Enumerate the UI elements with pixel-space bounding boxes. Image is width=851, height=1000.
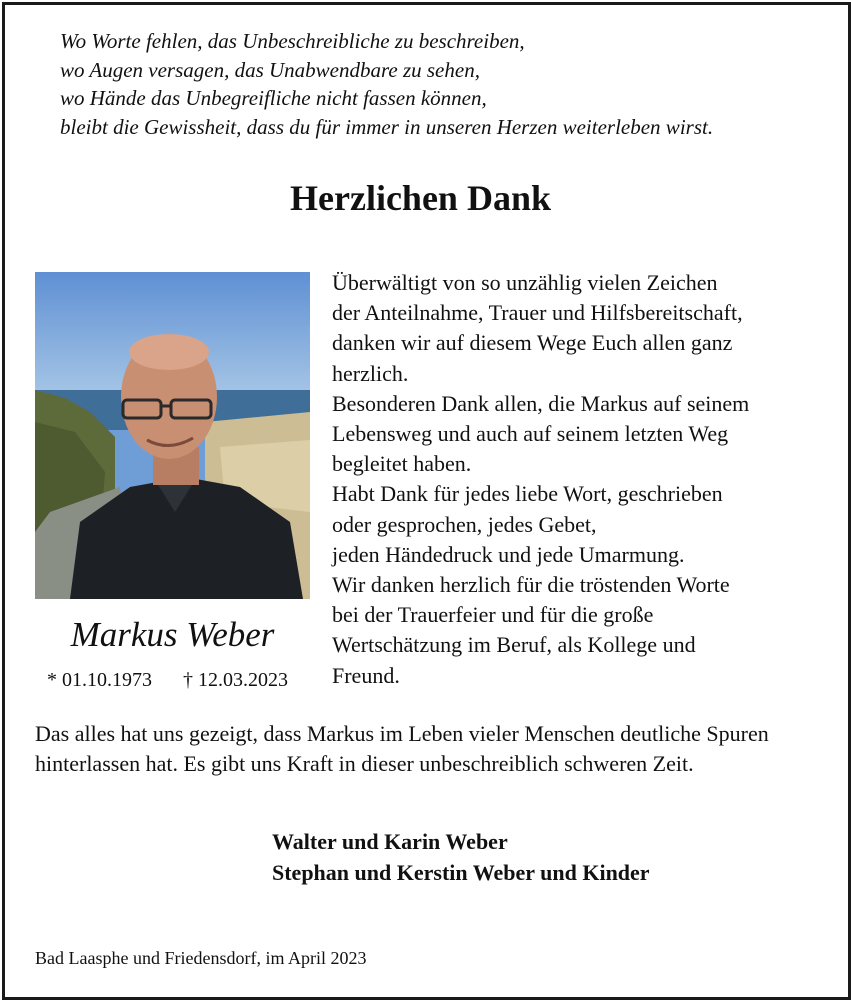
notice-title: Herzlichen Dank	[290, 178, 551, 218]
thanks-text	[332, 268, 749, 691]
thanks-line: jeden Händedruck und jede Umarmung.	[332, 541, 685, 567]
thanks-line: Freund.	[332, 662, 400, 688]
thanks-line: Habt Dank für jedes liebe Wort, geschrieben	[332, 481, 723, 507]
poem	[60, 27, 713, 141]
closing-text: Das alles hat uns gezeigt, dass Markus im Leben vieler Menschen deutliche Spuren hinterlassen hat. Es gibt uns Kraft in dieser unbeschreiblich schweren Zeit.	[35, 721, 769, 777]
thanks-line: Überwältigt von so unzählig vielen Zeichen	[332, 270, 718, 295]
thanks-line: herzlich.	[332, 360, 409, 386]
signer-line: Walter und Karin Weber	[272, 829, 508, 854]
thanks-line: danken wir auf diesem Wege Euch allen ganz	[332, 330, 733, 356]
thanks-line: bei der Trauerfeier und für die große	[332, 602, 654, 628]
poem-line: wo Augen versagen, das Unabwendbare zu sehen,	[60, 57, 480, 82]
thanks-line: begleitet haben.	[332, 451, 472, 477]
thanks-line: oder gesprochen, jedes Gebet,	[332, 511, 597, 537]
thanks-line: Wir danken herzlich für die tröstenden Worte	[332, 572, 730, 598]
signers	[272, 826, 650, 888]
birth-date: * 01.10.1973	[47, 669, 152, 691]
poem-line: wo Hände das Unbegreifliche nicht fassen können,	[60, 86, 487, 110]
thanks-line: Wertschätzung im Beruf, als Kollege und	[332, 632, 696, 658]
portrait-photo-icon	[35, 272, 310, 599]
poem-line: bleibt die Gewissheit, dass du für immer in unseren Herzen weiterleben wirst.	[60, 114, 714, 139]
poem-line: Wo Worte fehlen, das Unbeschreibliche zu beschreiben,	[60, 29, 525, 53]
thanks-line: Lebensweg und auch auf seinem letzten Weg	[332, 421, 729, 447]
thanks-line: Besonderen Dank allen, die Markus auf seinem	[332, 390, 750, 416]
signer-line: Stephan und Kerstin Weber und Kinder	[272, 860, 650, 885]
thanks-line: der Anteilnahme, Trauer und Hilfsbereitschaft,	[332, 300, 743, 326]
place-date: Bad Laasphe und Friedensdorf, im April 2023	[35, 948, 367, 968]
death-date: † 12.03.2023	[183, 669, 288, 691]
portrait-photo	[35, 272, 310, 599]
deceased-name: Markus Weber	[70, 615, 275, 654]
